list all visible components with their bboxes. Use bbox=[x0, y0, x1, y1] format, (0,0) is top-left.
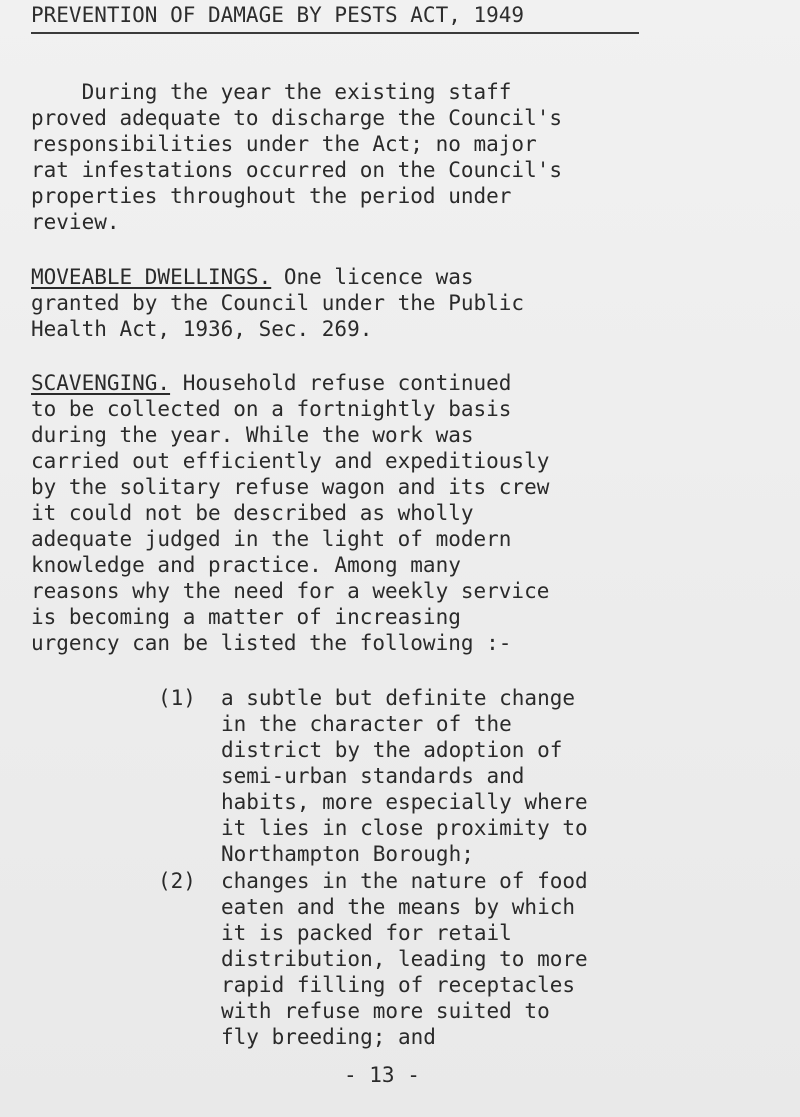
intro-line: review. bbox=[31, 210, 120, 234]
moveable-line: granted by the Council under the Public bbox=[31, 291, 525, 315]
scavenging-line: adequate judged in the light of modern bbox=[31, 527, 512, 551]
scavenging-line: carried out efficiently and expeditiously bbox=[31, 449, 550, 473]
scavenging-heading: SCAVENGING. bbox=[31, 371, 171, 395]
scavenging-line: by the solitary refuse wagon and its crew bbox=[31, 475, 550, 499]
scavenging-line: reasons why the need for a weekly service bbox=[31, 579, 550, 603]
list-item-line: semi-urban standards and bbox=[221, 764, 525, 788]
list-item-line: eaten and the means by which bbox=[221, 895, 576, 919]
header-underline bbox=[31, 32, 639, 34]
scavenging-line: it could not be described as wholly bbox=[31, 501, 474, 525]
list-item-line: fly breeding; and bbox=[221, 1025, 436, 1049]
list-item-line: changes in the nature of food bbox=[221, 869, 588, 893]
list-item-line: habits, more especially where bbox=[221, 790, 588, 814]
list-item-number: (1) bbox=[158, 686, 196, 710]
intro-line: rat infestations occurred on the Council's bbox=[31, 158, 563, 182]
page-header-title: PREVENTION OF DAMAGE BY PESTS ACT, 1949 bbox=[31, 3, 525, 27]
intro-line: proved adequate to discharge the Council's bbox=[31, 106, 563, 130]
moveable-heading: MOVEABLE DWELLINGS. bbox=[31, 265, 272, 289]
list-item-line: a subtle but definite change bbox=[221, 686, 576, 710]
intro-line: properties throughout the period under bbox=[31, 184, 512, 208]
list-item-line: rapid filling of receptacles bbox=[221, 973, 576, 997]
page-number: - 13 - bbox=[344, 1063, 420, 1087]
list-item-number: (2) bbox=[158, 869, 196, 893]
list-item-line: Northampton Borough; bbox=[221, 842, 474, 866]
moveable-first-line bbox=[31, 264, 474, 290]
list-item-line: with refuse more suited to bbox=[221, 999, 550, 1023]
intro-line: responsibilities under the Act; no major bbox=[31, 132, 537, 156]
moveable-line: Health Act, 1936, Sec. 269. bbox=[31, 317, 373, 341]
list-item-line: district by the adoption of bbox=[221, 738, 563, 762]
list-item-line: it lies in close proximity to bbox=[221, 816, 588, 840]
scavenging-first-line bbox=[31, 370, 511, 396]
list-item-line: in the character of the bbox=[221, 712, 512, 736]
scavenging-line: urgency can be listed the following :- bbox=[31, 631, 512, 655]
intro-line: During the year the existing staff bbox=[31, 80, 512, 104]
list-item-line: distribution, leading to more bbox=[221, 947, 588, 971]
moveable-first-line-text: One licence was bbox=[271, 265, 474, 289]
scavenging-line: knowledge and practice. Among many bbox=[31, 553, 461, 577]
scavenging-line: to be collected on a fortnightly basis bbox=[31, 397, 512, 421]
list-item-line: it is packed for retail bbox=[221, 921, 512, 945]
scavenging-line: is becoming a matter of increasing bbox=[31, 605, 461, 629]
scavenging-first-line-text: Household refuse continued bbox=[170, 371, 512, 395]
scavenging-line: during the year. While the work was bbox=[31, 423, 474, 447]
